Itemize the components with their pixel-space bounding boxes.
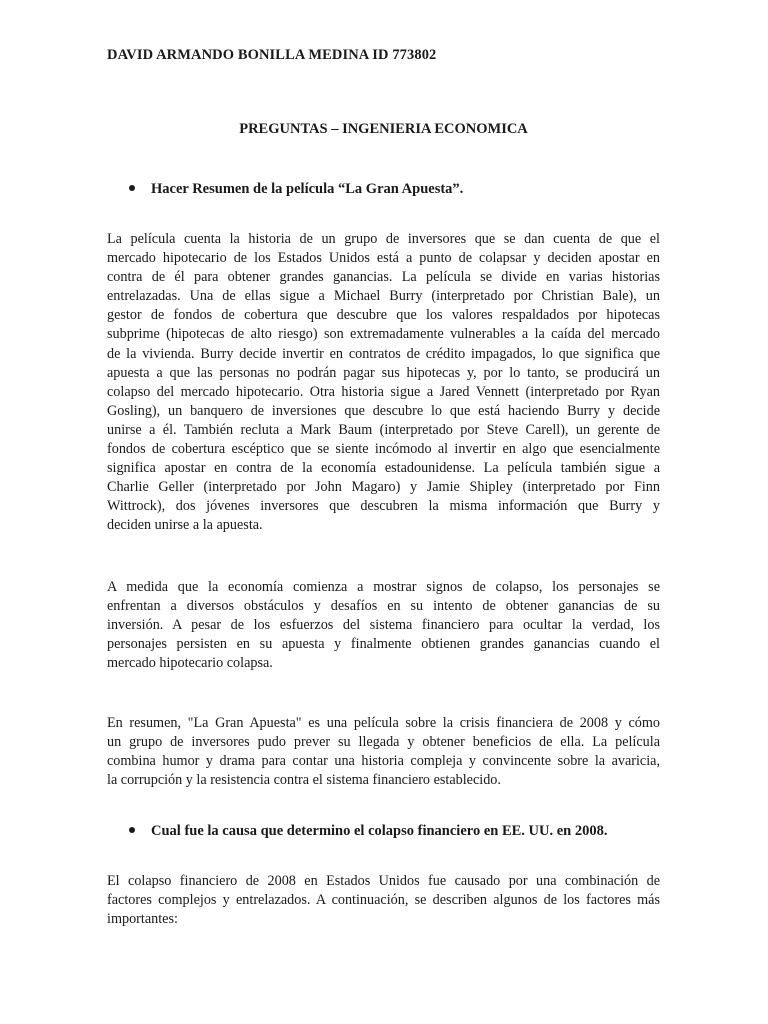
text-line: mercado hipotecario de los Estados Unidos está a punto de colapsar y deciden apostar en [107,250,660,267]
text-line: de la vivienda. Burry decide invertir en contratos de crédito impagados, lo que significa que [107,345,660,362]
text-line: significa apostar en contra de la economía estadounidense. La película también sigue a [107,460,660,477]
text-line: un grupo de inversores pudo prever su llegada y obtener beneficios de ella. La película [107,734,660,751]
text-line: combina humor y drama para contar una historia compleja y convincente sobre la avaricia, [107,753,660,770]
bullet-dot-icon [129,827,135,833]
bullet-text: Hacer Resumen de la película “La Gran Apuesta”. [151,181,464,197]
text-line: gestor de fondos de cobertura que descubre que los valores respaldados por hipotecas [107,307,660,324]
paragraph-cause-intro [107,872,660,929]
text-line: factores complejos y entrelazados. A continuación, se describen algunos de los factores más [107,892,660,909]
bullet-item-cause [129,823,607,840]
text-line: importantes: [107,911,178,928]
text-line: apuesta a que las personas no podrán pagar sus hipotecas y, por lo tanto, se producirá un [107,364,660,381]
text-line: colapso del mercado hipotecario. Otra historia sigue a Jared Vennett (interpretado por Ryan [107,383,660,400]
text-line: la corrupción y la resistencia contra el sistema financiero establecido. [107,772,501,789]
text-line: contra de él para obtener grandes ganancias. La película se divide en varias historias [107,269,660,286]
text-line: deciden unirse a la apuesta. [107,517,263,534]
text-line: enfrentan a diversos obstáculos y desafíos en su intento de obtener ganancias de su [107,598,660,615]
text-line: A medida que la economía comienza a mostrar signos de colapso, los personajes se [107,579,660,595]
paragraph-plot-summary [107,230,660,536]
text-line: Gosling), un banquero de inversiones que descubre lo que está haciendo Burry y decide [107,402,660,419]
bullet-text: Cual fue la causa que determino el colapso financiero en EE. UU. en 2008. [151,823,608,839]
author-line: DAVID ARMANDO BONILLA MEDINA ID 773802 [107,47,437,63]
text-line: El colapso financiero de 2008 en Estados Unidos fue causado por una combinación de [107,873,660,889]
paragraph-economy-collapse [107,578,660,673]
text-line: Wittrock), dos jóvenes inversores que descubren la misma información que Burry y [107,498,660,515]
text-line: personajes persisten en su apuesta y finalmente obtienen grandes ganancias cuando el [107,636,660,653]
document-title: PREGUNTAS – INGENIERIA ECONOMICA [239,121,528,137]
text-line: fondos de cobertura escéptico que se siente incómodo al invertir en algo que esencialmente [107,441,660,458]
text-line: subprime (hipotecas de alto riesgo) son extremadamente vulnerables a la caída del mercado [107,326,660,343]
text-line: inversión. A pesar de los esfuerzos del sistema financiero para ocultar la verdad, los [107,617,660,634]
text-line: mercado hipotecario colapsa. [107,655,273,672]
bullet-dot-icon [129,185,135,191]
text-line: unirse a él. También recluta a Mark Baum (interpretado por Steve Carell), un gerente de [107,421,660,438]
paragraph-conclusion [107,714,660,790]
text-line: La película cuenta la historia de un grupo de inversores que se dan cuenta de que el [107,231,660,247]
text-line: Charlie Geller (interpretado por John Magaro) y Jamie Shipley (interpretado por Finn [107,479,660,496]
bullet-item-summary [129,181,463,198]
text-line: En resumen, "La Gran Apuesta" es una película sobre la crisis financiera de 2008 y cómo [107,715,660,731]
text-line: entrelazadas. Una de ellas sigue a Michael Burry (interpretado por Christian Bale), un [107,288,660,305]
